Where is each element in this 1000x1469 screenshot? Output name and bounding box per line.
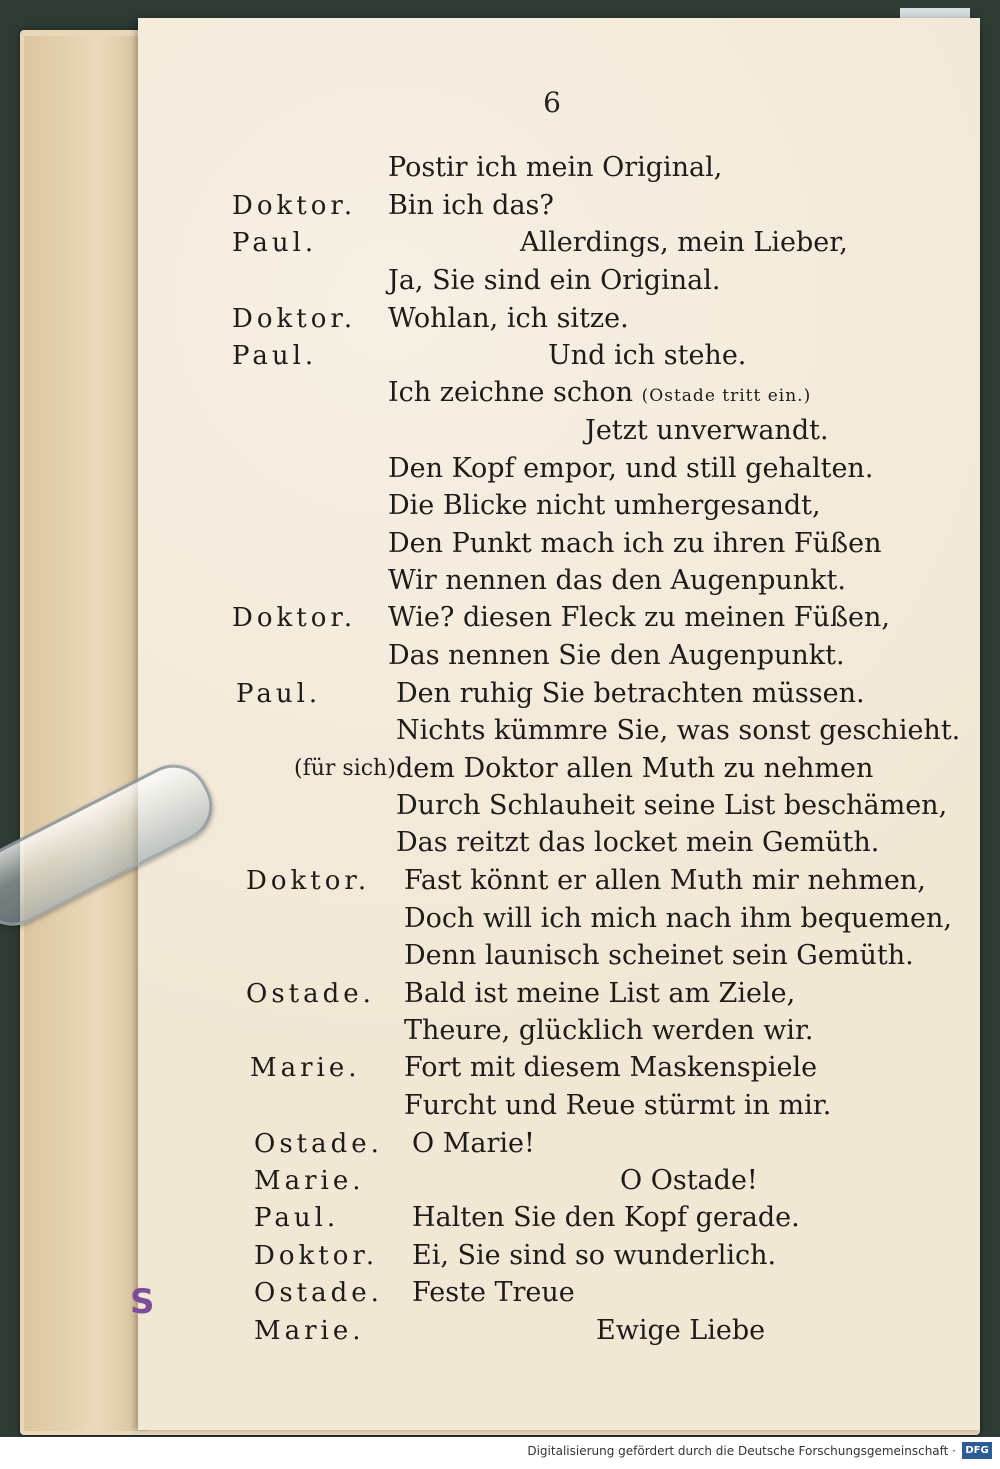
- script-line: Ja, Sie sind ein Original.: [388, 265, 721, 296]
- script-line: Jetzt unverwandt.: [585, 415, 829, 446]
- script-line: Fort mit diesem Maskenspiele: [404, 1052, 818, 1083]
- speaker-label: Ostade.: [254, 1278, 383, 1308]
- footer-credit: Digitalisierung gefördert durch die Deutsche Forschungsgemeinschaft ·: [527, 1444, 956, 1458]
- script-line: Den Kopf empor, und still gehalten.: [388, 453, 874, 484]
- script-line: Das reitzt das locket mein Gemüth.: [396, 827, 880, 858]
- back-page-edge: [24, 36, 148, 1431]
- speaker-label: Doktor.: [232, 603, 357, 633]
- speaker-label: Doktor.: [246, 866, 371, 896]
- speaker-label: Paul.: [254, 1203, 340, 1233]
- script-line: [388, 375, 811, 411]
- aside-label: (für sich): [294, 756, 396, 781]
- script-line: Allerdings, mein Lieber,: [520, 227, 848, 258]
- script-line: Furcht und Reue stürmt in mir.: [404, 1090, 832, 1121]
- script-line: Nichts kümmre Sie, was sonst geschieht.: [396, 715, 961, 746]
- script-line: dem Doktor allen Muth zu nehmen: [396, 753, 874, 784]
- script-line: Denn launisch scheinet sein Gemüth.: [404, 940, 914, 971]
- speaker-label: Doktor.: [254, 1241, 379, 1271]
- script-line: O Ostade!: [620, 1165, 758, 1196]
- speaker-label: Doktor.: [232, 191, 357, 221]
- script-line: Doch will ich mich nach ihm bequemen,: [404, 903, 952, 934]
- script-line: Und ich stehe.: [548, 340, 747, 371]
- script-line: Durch Schlauheit seine List beschämen,: [396, 790, 948, 821]
- script-line: Ewige Liebe: [596, 1315, 766, 1346]
- speaker-label: Paul.: [236, 679, 322, 709]
- script-line: Wir nennen das den Augenpunkt.: [388, 565, 846, 596]
- script-line: Fast könnt er allen Muth mir nehmen,: [404, 865, 926, 896]
- speaker-label: Ostade.: [246, 979, 375, 1009]
- speaker-label: Marie.: [254, 1316, 365, 1346]
- speaker-label: Ostade.: [254, 1129, 383, 1159]
- script-line: O Marie!: [412, 1128, 535, 1159]
- script-line: Bin ich das?: [388, 190, 554, 221]
- speaker-label: Paul.: [232, 341, 318, 371]
- script-line: Die Blicke nicht umhergesandt,: [388, 490, 821, 521]
- script-line: Halten Sie den Kopf gerade.: [412, 1202, 800, 1233]
- script-line: Postir ich mein Original,: [388, 152, 723, 183]
- speaker-label: Doktor.: [232, 304, 357, 334]
- script-line: Theure, glücklich werden wir.: [404, 1015, 814, 1046]
- footer-bar: [0, 1437, 1000, 1469]
- script-line: Bald ist meine List am Ziele,: [404, 978, 796, 1009]
- speaker-label: Marie.: [250, 1053, 361, 1083]
- script-line: Wie? diesen Fleck zu meinen Füßen,: [388, 602, 890, 633]
- script-line-text: Ich zeichne schon: [388, 377, 634, 408]
- script-line: Den Punkt mach ich zu ihren Füßen: [388, 528, 882, 559]
- script-line: Das nennen Sie den Augenpunkt.: [388, 640, 845, 671]
- script-line: Wohlan, ich sitze.: [388, 303, 629, 334]
- page-number: 6: [543, 86, 561, 119]
- speaker-label: Paul.: [232, 228, 318, 258]
- speaker-label: Marie.: [254, 1166, 365, 1196]
- script-line: Feste Treue: [412, 1277, 575, 1308]
- script-line: Ei, Sie sind so wunderlich.: [412, 1240, 777, 1271]
- stage-direction: (Ostade tritt ein.): [641, 386, 812, 406]
- library-stamp: S: [130, 1282, 155, 1322]
- script-line: Den ruhig Sie betrachten müssen.: [396, 678, 865, 709]
- dfg-logo: DFG: [962, 1442, 992, 1459]
